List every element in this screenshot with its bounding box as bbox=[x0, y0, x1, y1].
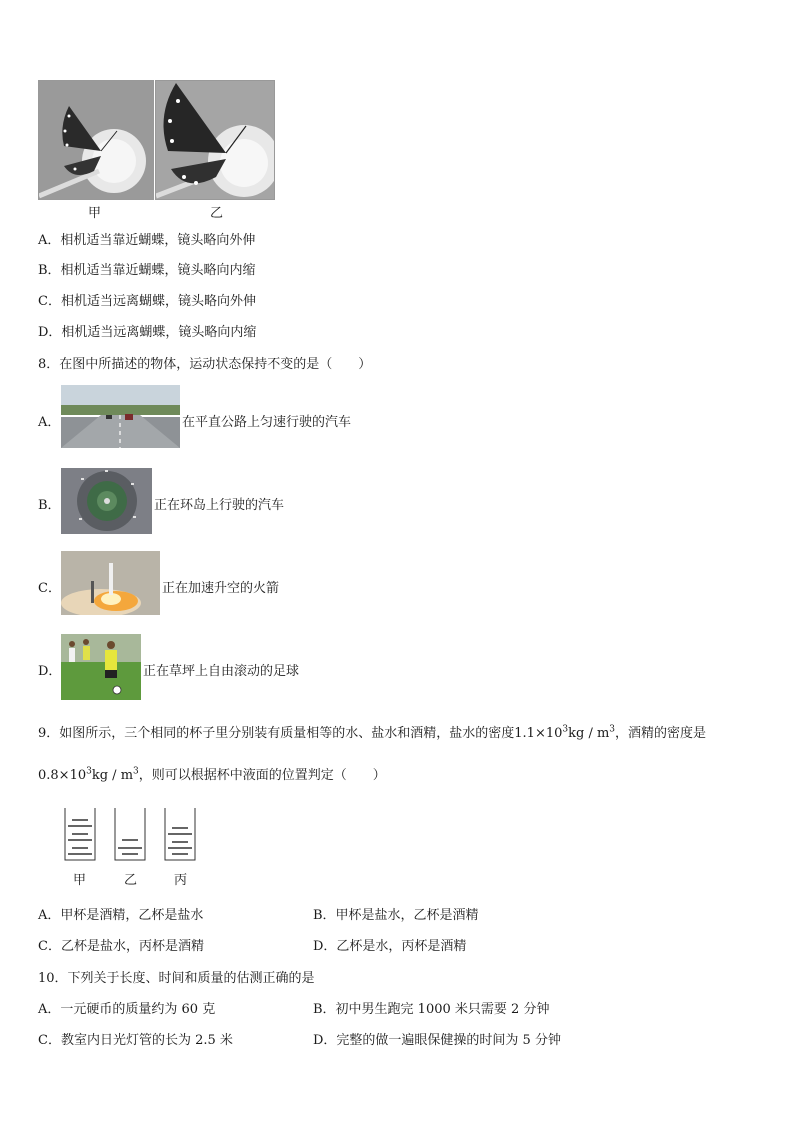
density2-unit: kg / m bbox=[91, 768, 134, 783]
density1-unit: kg / m bbox=[568, 726, 610, 741]
q8-option-b-text: 正在环岛上行驶的汽车 bbox=[154, 498, 285, 513]
q9-option-d: D．乙杯是水，丙杯是酒精 bbox=[313, 939, 467, 954]
q8-stem: 8．在图中所描述的物体，运动状态保持不变的是（ ） bbox=[38, 357, 372, 372]
butterfly-photo-yi bbox=[155, 80, 275, 200]
q8-option-d-letter: D． bbox=[38, 664, 62, 679]
q9-stem-line1 bbox=[38, 722, 706, 741]
q7-option-b: B．相机适当靠近蝴蝶，镜头略向内缩 bbox=[38, 263, 256, 278]
rocket-launch-image bbox=[61, 551, 160, 615]
cup-bing bbox=[165, 808, 195, 860]
q9-option-b: B．甲杯是盐水，乙杯是酒精 bbox=[313, 908, 479, 923]
q10-option-c: C．教室内日光灯管的长为 2.5 米 bbox=[38, 1033, 233, 1048]
q8-option-c-letter: C． bbox=[38, 581, 61, 596]
q9-option-c: C．乙杯是盐水，丙杯是酒精 bbox=[38, 939, 204, 954]
football-players-image bbox=[61, 634, 141, 700]
q9-stem-part2: ，酒精的密度是 bbox=[615, 726, 707, 741]
alcohol-density bbox=[38, 768, 139, 783]
butterfly-photo-jia bbox=[38, 80, 154, 200]
q8-option-d-text: 正在草坪上自由滚动的足球 bbox=[143, 664, 300, 679]
cup-jia bbox=[65, 808, 95, 860]
q10-option-a: A．一元硬币的质量约为 60 克 bbox=[38, 1002, 216, 1017]
q10-option-d: D．完整的做一遍眼保健操的时间为 5 分钟 bbox=[313, 1033, 561, 1048]
q9-stem-line2 bbox=[38, 764, 386, 783]
photo-caption-jia: 甲 bbox=[88, 206, 102, 221]
three-cups-figure bbox=[60, 806, 200, 864]
density2-exp: 3 bbox=[86, 766, 92, 777]
density1-unit-exp: 3 bbox=[609, 724, 616, 735]
q9-option-a: A．甲杯是酒精，乙杯是盐水 bbox=[38, 908, 204, 923]
q8-option-b-letter: B． bbox=[38, 498, 61, 513]
q7-option-d: D．相机适当远离蝴蝶，镜头略向内缩 bbox=[38, 325, 257, 340]
roundabout-image bbox=[61, 468, 152, 534]
density1-exp: 3 bbox=[562, 724, 569, 735]
cup-label-yi: 乙 bbox=[124, 873, 138, 888]
density1-base: 1.1×10 bbox=[514, 726, 563, 741]
density2-base: 0.8×10 bbox=[38, 768, 87, 783]
cup-label-jia: 甲 bbox=[73, 873, 87, 888]
photo-caption-yi: 乙 bbox=[210, 206, 224, 221]
q10-option-b: B．初中男生跑完 1000 米只需要 2 分钟 bbox=[313, 1002, 550, 1017]
q8-option-c-text: 正在加速升空的火箭 bbox=[162, 581, 280, 596]
cup-label-bing: 丙 bbox=[174, 873, 188, 888]
q10-stem: 10．下列关于长度、时间和质量的估测正确的是 bbox=[38, 971, 315, 986]
highway-car-image bbox=[61, 385, 180, 448]
q8-option-a-text: 在平直公路上匀速行驶的汽车 bbox=[182, 415, 352, 430]
q7-option-a: A．相机适当靠近蝴蝶，镜头略向外伸 bbox=[38, 233, 256, 248]
salt-water-density bbox=[514, 726, 615, 741]
q8-option-a-letter: A． bbox=[38, 415, 61, 430]
q9-stem-part3: ，则可以根据杯中液面的位置判定（ ） bbox=[138, 768, 386, 783]
cup-yi bbox=[115, 808, 145, 860]
density2-unit-exp: 3 bbox=[133, 766, 139, 777]
q9-stem-part1: 9．如图所示，三个相同的杯子里分别装有质量相等的水、盐水和酒精，盐水的密度 bbox=[38, 726, 515, 741]
q7-option-c: C．相机适当远离蝴蝶，镜头略向外伸 bbox=[38, 294, 256, 309]
